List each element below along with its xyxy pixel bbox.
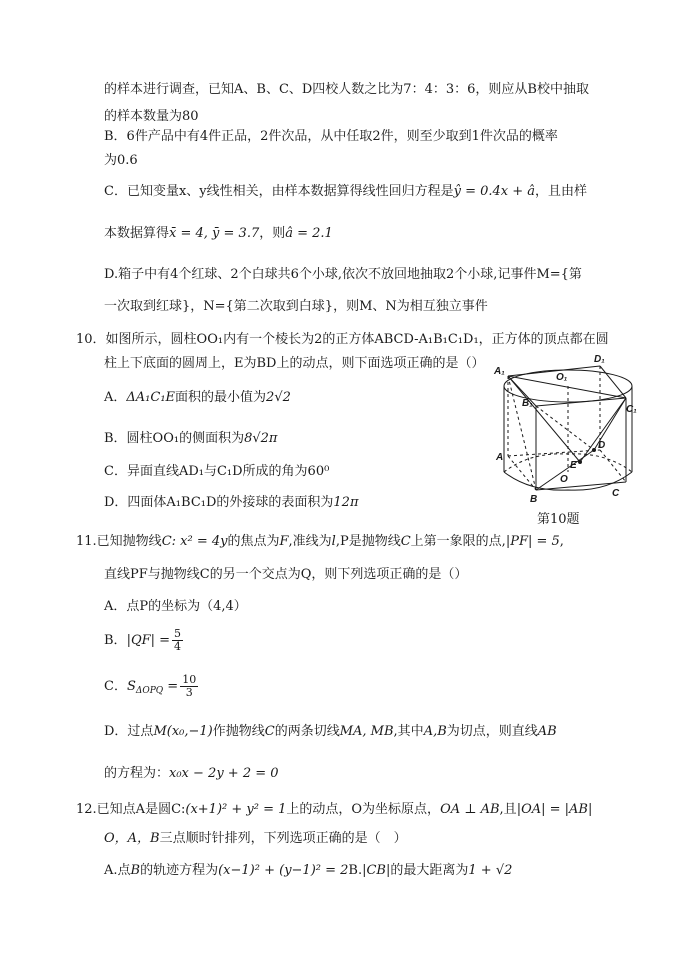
circle-equation: (x+1)² + y² = 1 xyxy=(185,802,287,817)
tangent-lines: MA, MB xyxy=(339,724,394,739)
point-e xyxy=(578,460,582,464)
q11-stem-1: 11.已知抛物线C: x² = 4y的焦点为F,准线为l,P是抛物线C上第一象限的点,|PF| = 5, xyxy=(76,534,564,549)
label-a: A xyxy=(496,452,504,463)
equal-length-condition: |OA| = |AB| xyxy=(516,802,593,817)
points-oab: O，A，B xyxy=(104,831,160,846)
parabola-equation: C: x² = 4y xyxy=(161,534,228,549)
then-text: ，则 xyxy=(259,226,286,241)
label-d1: D₁ xyxy=(594,354,605,365)
trajectory-equation: (x−1)² + (y−1)² = 2 xyxy=(218,863,349,878)
label-e: E xyxy=(570,460,577,471)
line-3: B．6件产品中有4件正品，2件次品，从中任取2件，则至少取到1件次品的概率 xyxy=(104,129,558,144)
q10-option-a: A．ΔA₁C₁E面积的最小值为2√2 xyxy=(104,390,291,405)
sample-means: x̄ = 4, ȳ = 3.7 xyxy=(169,226,260,241)
cb-length: |CB| xyxy=(362,863,391,878)
point-d xyxy=(592,448,596,452)
line-2: 的样本数量为80 xyxy=(104,109,199,124)
line-ab-equation: x₀x − 2y + 2 = 0 xyxy=(169,766,279,781)
cube-in-cylinder-figure xyxy=(490,352,640,510)
label-b: B xyxy=(530,494,538,505)
sphere-area-value: 12π xyxy=(333,495,359,510)
tangent-points: A,B xyxy=(423,724,447,739)
focus-label: F xyxy=(279,534,289,549)
perpendicular-condition: OA ⊥ AB xyxy=(440,802,500,817)
q12-stem-1: 12.已知点A是圆C:(x+1)² + y² = 1上的动点，O为坐标原点，OA ⊥ AB,且|OA| = |AB| xyxy=(76,802,593,817)
point-m: M(x₀,−1) xyxy=(153,724,213,739)
option-c-tail: ，且由样 xyxy=(535,184,588,199)
bottom-back xyxy=(504,454,632,472)
label-d: D xyxy=(598,440,606,451)
line-4: 为0.6 xyxy=(104,153,138,168)
label-a1: A₁ xyxy=(494,366,505,377)
label-c1: C₁ xyxy=(626,404,637,415)
min-area-value: 2√2 xyxy=(266,390,291,405)
directrix-label: l xyxy=(331,534,336,549)
line-1: 的样本进行调查，已知A、B、C、D四校人数之比为7：4：3：6，则应从B校中抽取 xyxy=(104,82,589,97)
q10-stem-1: 10．如图所示，圆柱OO₁内有一个棱长为2的正方体ABCD-A₁B₁C₁D₁，正方体的顶点都在圆 xyxy=(76,332,609,347)
q11-option-b: B．|QF| = $\frac{5}{4}$ xyxy=(104,627,182,653)
line-7: D.箱子中有4个红球、2个白球共6个小球,依次不放回地抽取2个小球,记事件M={第 xyxy=(104,267,582,282)
q11-option-c: C．$S_{\Delta OPQ}$ = $\frac{10}{3}$ xyxy=(104,673,197,699)
q12-options: A.点B的轨迹方程为(x−1)² + (y−1)² = 2B.|CB|的最大距离为1 + √2 xyxy=(104,863,513,878)
label-o: O xyxy=(560,474,568,485)
q10-option-c: C．异面直线AD₁与C₁D所成的角为60⁰ xyxy=(104,464,330,479)
figure-caption: 第10题 xyxy=(537,512,580,527)
q12-stem-2: O，A，B三点顺时针排列，下列选项正确的是（ ） xyxy=(104,831,407,846)
line-ab-label: AB xyxy=(537,724,557,739)
q10-option-b: B．圆柱OO₁的侧面积为8√2π xyxy=(104,431,278,446)
q11-option-d: D．过点M(x₀,−1)作抛物线C的两条切线MA, MB,其中A,B为切点，则直线AB xyxy=(104,724,557,739)
triangle-label: ΔA₁C₁E xyxy=(126,390,176,405)
intercept-value: â = 2.1 xyxy=(285,226,333,241)
regression-equation: ŷ = 0.4x + â xyxy=(453,184,536,199)
q11-stem-2: 直线PF与抛物线C的另一个交点为Q，则下列选项正确的是（） xyxy=(104,567,468,582)
area-fraction: $\frac{10}{3}$ xyxy=(182,673,197,699)
max-distance-value: 1 + √2 xyxy=(468,863,513,878)
q10-stem-2: 柱上下底面的圆周上，E为BD上的动点，则下面选项正确的是（） xyxy=(104,356,485,371)
pf-length: |PF| = 5 xyxy=(505,534,560,549)
lateral-area-value: 8√2π xyxy=(244,431,278,446)
line-8: 一次取到红球}，N={第二次取到白球}，则M、N为相互独立事件 xyxy=(104,299,488,314)
line-5 xyxy=(104,183,587,201)
line-6 xyxy=(104,225,333,243)
label-o1: O₁ xyxy=(556,372,568,383)
sample-text: 本数据算得 xyxy=(104,226,170,241)
q10-option-d: D．四面体A₁BC₁D的外接球的表面积为12π xyxy=(104,495,359,510)
q11-option-d-cont: 的方程为：x₀x − 2y + 2 = 0 xyxy=(104,766,279,781)
option-c-text: C．已知变量x、y线性相关，由样本数据算得线性回归方程是 xyxy=(104,184,454,199)
q11-option-a: A．点P的坐标为（4,4） xyxy=(104,599,247,614)
qf-fraction: $\frac{5}{4}$ xyxy=(174,627,182,653)
label-c: C xyxy=(612,488,620,499)
parabola-label: C xyxy=(400,534,411,549)
label-b1: B₁ xyxy=(522,398,533,409)
